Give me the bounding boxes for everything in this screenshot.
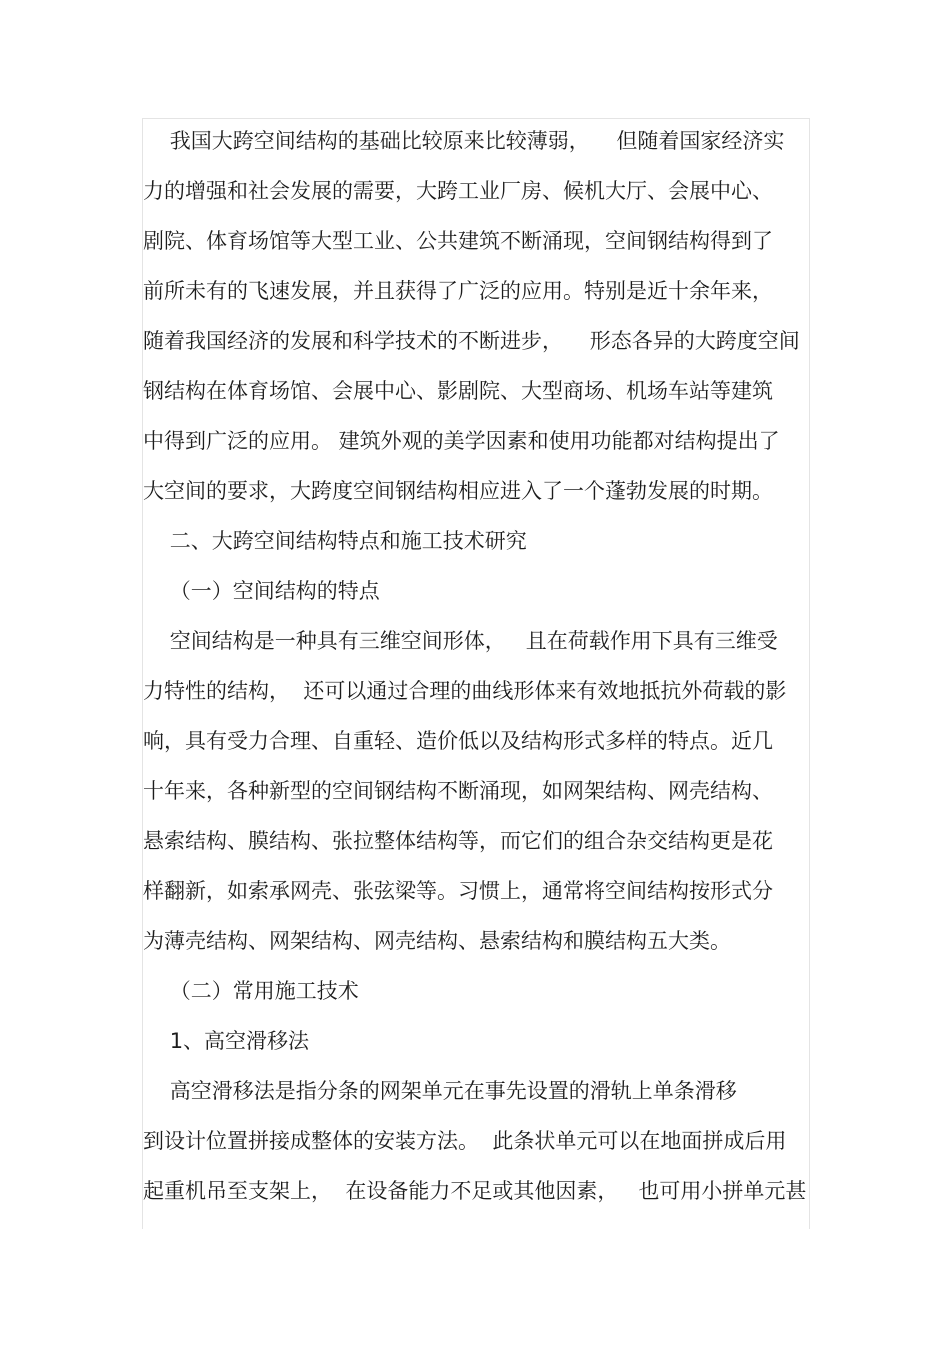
paragraph-line: 响，具有受力合理、自重轻、造价低以及结构形式多样的特点。近几 [143,729,773,753]
paragraph-line: 力的增强和社会发展的需要，大跨工业厂房、候机大厅、会展中心、 [143,179,773,203]
subsection-heading: （一）空间结构的特点 [143,579,380,603]
paragraph-line: 高空滑移法是指分条的网架单元在事先设置的滑轨上单条滑移 [143,1079,737,1103]
paragraph-line: 力特性的结构， 还可以通过合理的曲线形体来有效地抵抗外荷载的影 [143,679,787,703]
paragraph-line: 悬索结构、膜结构、张拉整体结构等，而它们的组合杂交结构更是花 [143,829,773,853]
paragraph-line: 钢结构在体育场馆、会展中心、影剧院、大型商场、机场车站等建筑 [143,379,773,403]
paragraph-line: 十年来，各种新型的空间钢结构不断涌现，如网架结构、网壳结构、 [143,779,773,803]
paragraph-line: 空间结构是一种具有三维空间形体， 且在荷载作用下具有三维受 [143,629,778,653]
paragraph-line: 大空间的要求，大跨度空间钢结构相应进入了一个蓬勃发展的时期。 [143,479,773,503]
paragraph-line: 前所未有的飞速发展，并且获得了广泛的应用。特别是近十余年来， [143,279,773,303]
paragraph-line: 为薄壳结构、网架结构、网壳结构、悬索结构和膜结构五大类。 [143,929,731,953]
paragraph-line: 样翻新，如索承网壳、张弦梁等。习惯上，通常将空间结构按形式分 [143,879,773,903]
paragraph-line: 中得到广泛的应用。 建筑外观的美学因素和使用功能都对结构提出了 [143,429,780,453]
section-heading: 二、大跨空间结构特点和施工技术研究 [143,529,527,553]
paragraph-line: 起重机吊至支架上， 在设备能力不足或其他因素， 也可用小拼单元甚 [143,1179,807,1203]
paragraph-line: 到设计位置拼接成整体的安装方法。 此条状单元可以在地面拼成后用 [143,1129,787,1153]
item-heading: 1、高空滑移法 [143,1029,310,1053]
subsection-heading: （二）常用施工技术 [143,979,359,1003]
paragraph-line: 随着我国经济的发展和科学技术的不断进步， 形态各异的大跨度空间 [143,329,800,353]
paragraph-line: 我国大跨空间结构的基础比较原来比较薄弱， 但随着国家经济实 [143,129,785,153]
paragraph-line: 剧院、体育场馆等大型工业、公共建筑不断涌现，空间钢结构得到了 [143,229,773,253]
